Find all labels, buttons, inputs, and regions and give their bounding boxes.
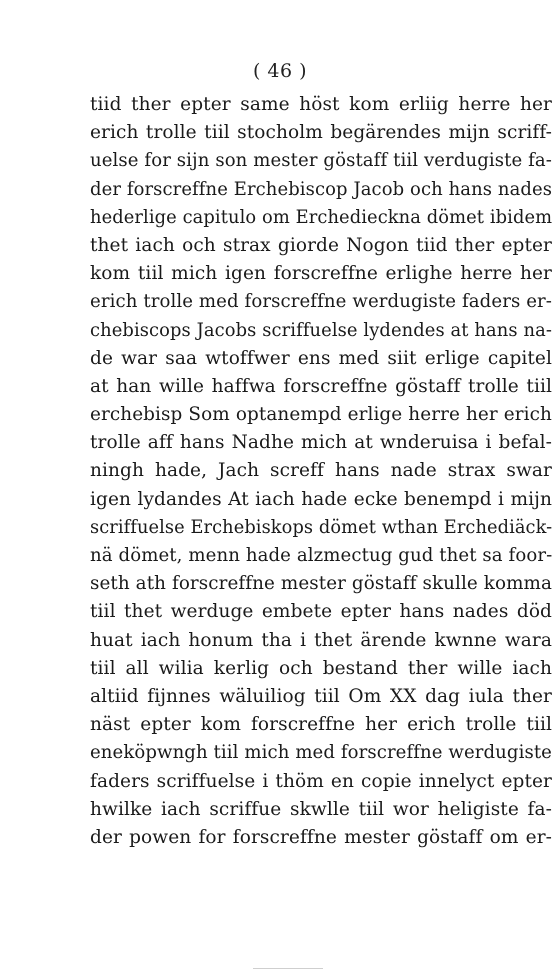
text-line: de war saa wtoffwer ens med siit erlige capitel — [90, 347, 552, 369]
text-line: tiil all wilia kerlig och bestand ther wille iach — [90, 657, 552, 679]
text-line: erich trolle tiil stocholm begärendes mijn scriff- — [90, 122, 552, 144]
text-line: tiid ther epter same höst kom erliig herre her — [90, 94, 552, 115]
text-line: altiid fijnnes wäluiliog tiil Om XX dag iula ther — [90, 685, 552, 707]
text-line: thet iach och strax giorde Nogon tiid ther epter — [90, 234, 552, 256]
text-line: hwilke iach scriffue skwlle tiil wor heligiste fa- — [90, 798, 552, 820]
text-line: eneköpwngh tiil mich med forscreffne werdugiste — [90, 742, 552, 764]
text-line: kom tiil mich igen forscreffne erlighe herre her — [90, 263, 552, 285]
text-line: nä dömet, menn hade alzmectug gud thet sa foor- — [90, 545, 553, 566]
text-line: erich trolle med forscreffne werdugiste faders er- — [90, 291, 552, 313]
text-line: faders scriffuelse i thöm en copie innelyct epter — [90, 770, 552, 792]
text-line: tiil thet werduge embete epter hans nades död — [90, 601, 552, 623]
page-bottom-rule — [253, 968, 323, 969]
text-line: näst epter kom forscreffne her erich trolle tiil — [90, 714, 552, 736]
text-line: erchebisp Som optanempd erlige herre her erich — [90, 404, 552, 426]
text-line: der powen for forscreffne mester göstaff om er- — [90, 826, 552, 848]
text-line: at han wille haffwa forscreffne göstaff trolle tiil — [90, 375, 552, 397]
text-line: hederlige capitulo om Erchedieckna dömet ibidem — [90, 206, 553, 228]
text-line: igen lydandes At iach hade ecke benempd i mijn — [90, 488, 552, 510]
text-line: chebiscops Jacobs scriffuelse lydendes at hans na- — [90, 319, 552, 341]
text-line: uelse for sijn son mester göstaff tiil verdugiste fa- — [90, 150, 552, 172]
text-line: trolle aff hans Nadhe mich at wnderuisa i befal- — [90, 432, 552, 454]
body-text — [90, 91, 560, 852]
text-line: ningh hade, Jach screff hans nade strax swar — [90, 460, 552, 482]
text-line: der forscreffne Erchebiscop Jacob och hans nades — [90, 178, 553, 200]
page-number: ( 46 ) — [252, 60, 308, 82]
text-line: scriffuelse Erchebiskops dömet wthan Erchediäck- — [90, 516, 553, 538]
text-line: huat iach honum tha i thet ärende kwnne wara — [90, 629, 552, 651]
text-line: seth ath forscreffne mester göstaff skulle komma — [90, 573, 553, 595]
